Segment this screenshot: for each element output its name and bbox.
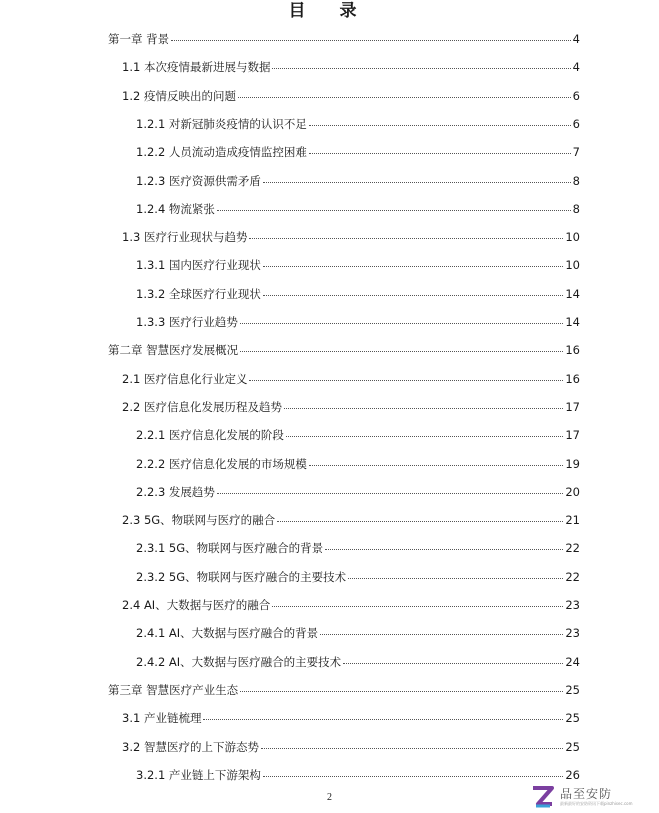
toc-entry-page: 10 [565,230,580,245]
toc-entry-label: 1.2.3 医疗资源供需矛盾 [136,173,261,188]
toc-entry[interactable] [122,229,580,245]
toc-entry-page: 6 [572,116,580,131]
toc-leader-dots [348,577,563,579]
toc-leader-dots [263,181,571,183]
toc-entry-page: 25 [565,739,580,754]
toc-entry[interactable] [136,484,580,500]
toc-entry-page: 4 [572,32,580,46]
toc-entry[interactable] [136,625,580,641]
toc-entry-page: 8 [572,201,580,216]
toc-leader-dots [261,747,563,749]
toc-entry-page: 10 [565,258,580,273]
toc-leader-dots [217,492,563,494]
toc-entry-label: 第一章 背景 [108,32,170,46]
toc-entry[interactable] [136,427,580,443]
toc-entry-page: 7 [572,145,580,160]
watermark-subtitle: 最新最好的安防资讯下载pinzhisec.com [560,800,633,806]
toc-leader-dots [240,350,563,352]
toc-entry-label: 2.3 5G、物联网与医疗的融合 [122,513,276,528]
toc-entry-page: 21 [565,513,580,528]
toc-entry-page: 6 [572,88,580,103]
toc-leader-dots [238,96,571,98]
toc-entry-page: 16 [565,371,580,386]
toc-entry-page: 25 [565,682,580,697]
toc-entry[interactable] [136,314,580,330]
toc-entry-label: 1.3.1 国内医疗行业现状 [136,258,261,273]
toc-leader-dots [249,237,563,239]
toc-leader-dots [343,662,563,664]
toc-entry[interactable] [136,286,580,302]
toc-entry[interactable] [122,399,580,415]
toc-entry-page: 22 [565,541,580,556]
toc-entry-label: 第三章 智慧医疗产业生态 [108,682,239,697]
toc-entry[interactable] [136,456,580,472]
toc-leader-dots [284,407,563,409]
toc-leader-dots [263,775,563,777]
toc-leader-dots [217,209,571,211]
toc-entry-label: 3.1 产业链梳理 [122,711,202,726]
toc-leader-dots [309,464,563,466]
toc-leader-dots [277,520,563,522]
toc-leader-dots [263,265,563,267]
toc-entry-label: 2.3.2 5G、物联网与医疗融合的主要技术 [136,569,347,584]
toc-leader-dots [320,633,563,635]
toc-leader-dots [309,152,571,154]
toc-entry-label: 2.2.3 发展趋势 [136,484,215,499]
toc-entry-label: 2.4.2 AI、大数据与医疗融合的主要技术 [136,654,342,669]
toc-entry-page: 14 [565,315,580,329]
toc-entry-page: 14 [565,286,580,301]
brand-logo-icon [530,784,556,810]
toc-entry-page: 17 [565,399,580,414]
toc-entry-label: 1.2.1 对新冠肺炎疫情的认识不足 [136,116,307,131]
toc-entry[interactable] [136,569,580,585]
toc-entry[interactable] [108,682,580,698]
toc-leader-dots [272,605,563,607]
toc-entry-page: 17 [565,428,580,443]
toc-entry[interactable] [136,144,580,160]
toc-leader-dots [325,548,563,550]
toc-entry-label: 1.1 本次疫情最新进展与数据 [122,60,271,75]
toc-entry-label: 第二章 智慧医疗发展概况 [108,343,239,358]
toc-leader-dots [286,435,563,437]
toc-entry-page: 24 [565,654,580,669]
toc-entry-page: 8 [572,173,580,188]
toc-entry-page: 22 [565,569,580,584]
toc-entry-label: 3.2.1 产业链上下游架构 [136,767,261,782]
page-number: 2 [327,792,332,803]
toc-entry-label: 2.4 AI、大数据与医疗的融合 [122,598,271,612]
toc-entry-label: 2.3.1 5G、物联网与医疗融合的背景 [136,541,324,556]
toc-entry[interactable] [122,371,580,387]
toc-entry-label: 2.2.1 医疗信息化发展的阶段 [136,428,284,443]
toc-entry[interactable] [122,88,580,104]
toc-leader-dots [309,124,571,126]
toc-entry-page: 23 [565,626,580,641]
toc-entry-label: 2.1 医疗信息化行业定义 [122,371,248,386]
toc-entry[interactable] [108,31,580,47]
toc-entry[interactable] [122,739,580,755]
toc-entry-label: 2.2.2 医疗信息化发展的市场规模 [136,456,307,471]
toc-leader-dots [249,379,563,381]
toc-entry[interactable] [136,257,580,273]
toc-entry-label: 1.2.4 物流紧张 [136,201,215,216]
toc-entry-page: 23 [565,598,580,612]
toc-entry[interactable] [122,710,580,726]
watermark [530,784,655,810]
toc-entry[interactable] [122,59,580,75]
toc-entry-label: 1.3.2 全球医疗行业现状 [136,286,261,301]
toc-leader-dots [171,39,571,41]
toc-entry-label: 1.3.3 医疗行业趋势 [136,315,238,329]
toc-leader-dots [272,67,570,69]
toc-entry[interactable] [136,654,580,670]
toc-entry-page: 4 [572,60,580,75]
toc-entry[interactable] [136,173,580,189]
toc-entry-label: 1.3 医疗行业现状与趋势 [122,230,248,245]
toc-leader-dots [240,690,563,692]
toc-entry-page: 19 [565,456,580,471]
toc-entry[interactable] [136,201,580,217]
toc-entry-label: 2.2 医疗信息化发展历程及趋势 [122,399,282,414]
toc-entry[interactable] [136,540,580,556]
toc-entry-label: 1.2.2 人员流动造成疫情监控困难 [136,145,307,160]
toc-entry[interactable] [122,512,580,528]
toc-entry-label: 3.2 智慧医疗的上下游态势 [122,739,259,754]
toc-entry[interactable] [136,767,580,783]
toc-title: 目 录 [288,1,371,21]
toc-entry[interactable] [108,342,580,358]
toc-entry-page: 20 [565,484,580,499]
toc-entry-page: 25 [565,711,580,726]
toc-entry-label: 2.4.1 AI、大数据与医疗融合的背景 [136,626,319,641]
toc-leader-dots [240,322,563,324]
toc-entry[interactable] [136,116,580,132]
toc-entry-page: 26 [565,767,580,782]
toc-entry-label: 1.2 疫情反映出的问题 [122,88,236,103]
toc-entry-page: 16 [565,343,580,358]
toc-entry[interactable] [122,597,580,613]
toc-leader-dots [203,718,563,720]
toc-leader-dots [263,294,563,296]
watermark-name: 品至安防 [560,786,613,801]
